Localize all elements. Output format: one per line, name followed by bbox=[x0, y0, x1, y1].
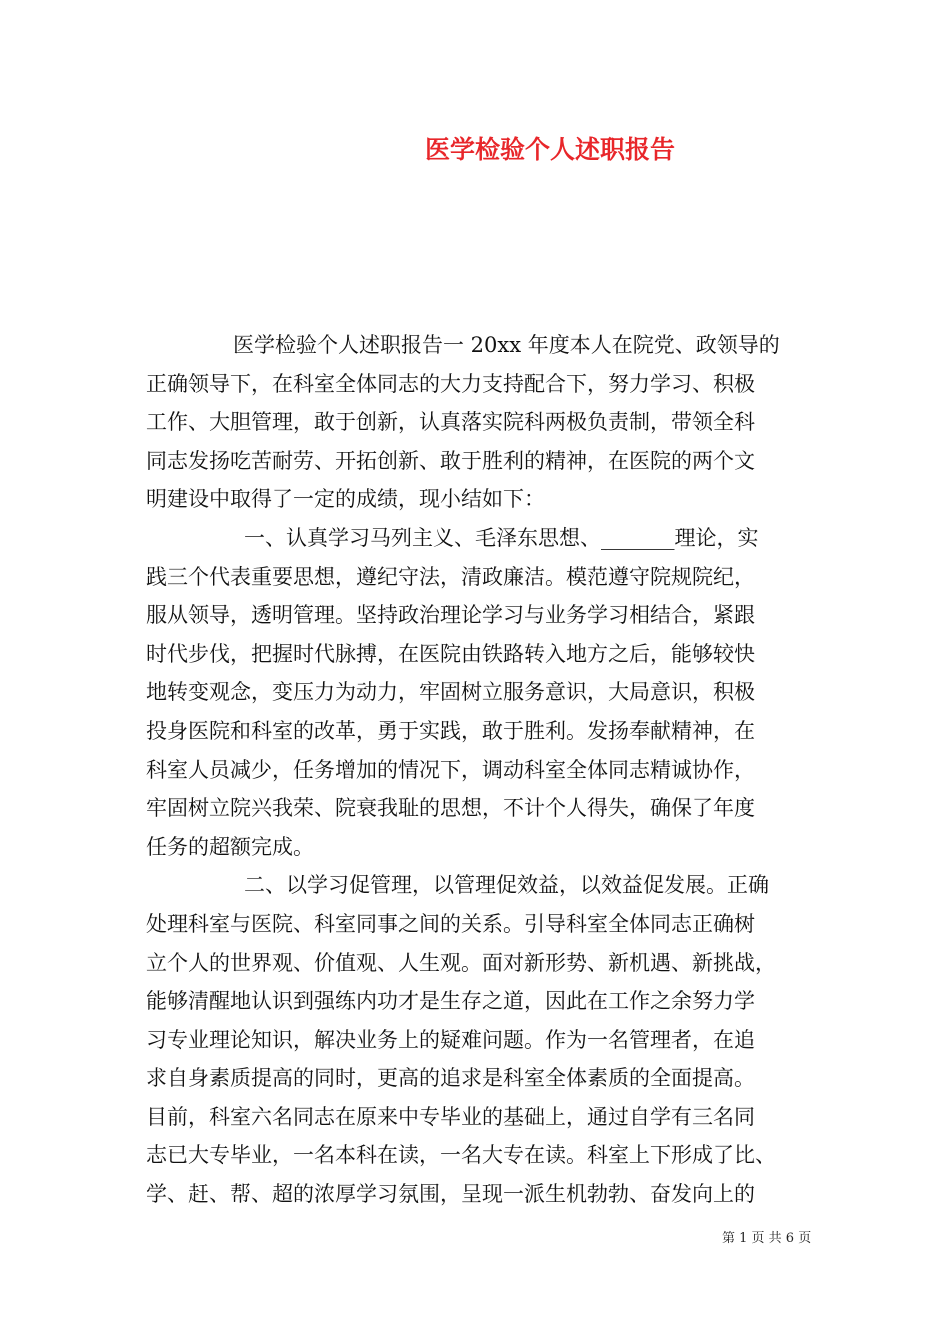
page-number-footer: 第 1 页 共 6 页 bbox=[722, 1231, 812, 1246]
text-line: 一、认真学习马列主义、毛泽东思想、_______理论，实 bbox=[244, 525, 759, 550]
text-line: 工作、大胆管理，敢于创新，认真落实院科两极负责制，带领全科 bbox=[146, 410, 755, 435]
text-line: 学、赶、帮、超的浓厚学习氛围，呈现一派生机勃勃、奋发向上的 bbox=[146, 1182, 755, 1207]
text-line: 投身医院和科室的改革，勇于实践，敢于胜利。发扬奉献精神，在 bbox=[146, 718, 755, 743]
text-line: 习专业理论知识，解决业务上的疑难问题。作为一名管理者，在追 bbox=[146, 1027, 755, 1052]
text-line: 处理科室与医院、科室同事之间的关系。引导科室全体同志正确树 bbox=[146, 911, 755, 936]
text-line: 明建设中取得了一定的成绩，现小结如下： bbox=[146, 487, 545, 512]
text-line: 时代步伐，把握时代脉搏，在医院由铁路转入地方之后，能够较快 bbox=[146, 641, 755, 666]
text-line: 二、以学习促管理，以管理促效益，以效益促发展。正确 bbox=[244, 873, 769, 898]
text-line: 正确领导下，在科室全体同志的大力支持配合下，努力学习、积极 bbox=[146, 371, 755, 396]
text-line: 牢固树立院兴我荣、院衰我耻的思想，不计个人得失，确保了年度 bbox=[146, 796, 755, 821]
text-line: 践三个代表重要思想，遵纪守法，清政廉洁。模范遵守院规院纪， bbox=[146, 564, 755, 589]
text-line: 地转变观念，变压力为动力，牢固树立服务意识，大局意识，积极 bbox=[146, 680, 755, 705]
text-line: 医学检验个人述职报告一 20xx 年度本人在院党、政领导的 bbox=[233, 333, 780, 357]
document-body bbox=[146, 326, 806, 1214]
text-line: 科室人员减少，任务增加的情况下，调动科室全体同志精诚协作， bbox=[146, 757, 755, 782]
text-line: 能够清醒地认识到强练内功才是生存之道，因此在工作之余努力学 bbox=[146, 989, 755, 1014]
text-line: 服从领导，透明管理。坚持政治理论学习与业务学习相结合，紧跟 bbox=[146, 603, 755, 628]
text-line: 立个人的世界观、价值观、人生观。面对新形势、新机遇、新挑战， bbox=[146, 950, 776, 975]
text-line: 求自身素质提高的同时，更高的追求是科室全体素质的全面提高。 bbox=[146, 1066, 755, 1091]
text-line: 志已大专毕业，一名本科在读，一名大专在读。科室上下形成了比、 bbox=[146, 1143, 776, 1168]
page-title: 医学检验个人述职报告 bbox=[424, 135, 675, 164]
text-line: 同志发扬吃苦耐劳、开拓创新、敢于胜利的精神，在医院的两个文 bbox=[146, 448, 755, 473]
text-line: 任务的超额完成。 bbox=[146, 834, 314, 859]
text-line: 目前，科室六名同志在原来中专毕业的基础上，通过自学有三名同 bbox=[146, 1104, 755, 1129]
